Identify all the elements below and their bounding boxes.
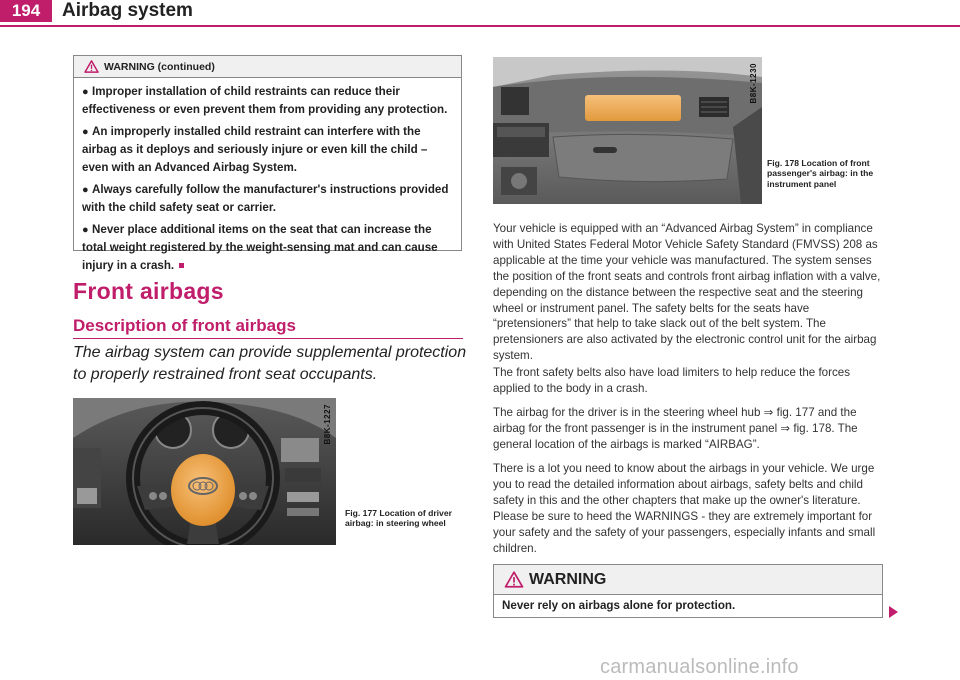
warning-item: ● Always carefully follow the manufacturer's instructions provided with the child safety seat or carrier. bbox=[82, 183, 449, 214]
figure-caption: Fig. 177 Location of driver airbag: in steering wheel bbox=[345, 508, 452, 529]
subsection-divider bbox=[73, 338, 463, 339]
watermark: carmanualsonline.info bbox=[600, 656, 799, 678]
figure-caption: Fig. 178 Location of front passenger's airbag: in the instrument panel bbox=[767, 158, 874, 189]
figure-driver-airbag bbox=[73, 398, 336, 545]
warning-item: ● Improper installation of child restraints can reduce their effectiveness or even prevent them from providing any protection. bbox=[82, 85, 448, 116]
steering-wheel-illustration bbox=[73, 398, 336, 545]
section-end-mark bbox=[179, 263, 184, 268]
body-paragraph: There is a lot you need to know about the airbags in your vehicle. We urge you to read the detailed information about airbags, safety belts and child safety in this and the other chapters that make up the owner's literature. Please be sure to heed the WARNINGS - they are extremely important for your safety and the safety of your passengers, especially infants and small children. bbox=[493, 462, 876, 555]
body-paragraph: Your vehicle is equipped with an “Advanced Airbag System” in compliance with United States Federal Motor Vehicle Safety Standard (FMVSS) 208 as applicable at the time your vehicle was manufactured. The system senses the position of the front seats and controls front airbag inflation with a valve, depending on the distance between the respective seat and the steering wheel or instrument panel. The safety belts for the seats have “pretensioners” that help to take slack out of the belt system. The pretensioners are also activated by the electronic control unit for the airbag system. bbox=[493, 222, 881, 363]
header-divider bbox=[0, 25, 960, 27]
body-paragraph: The front safety belts also have load limiters to help reduce the forces applied to the body in a crash. bbox=[493, 366, 851, 395]
figure-id: B8K-1230 bbox=[749, 63, 758, 104]
warning-header bbox=[494, 565, 882, 595]
warning-triangle-icon bbox=[84, 60, 99, 73]
warning-box-continued bbox=[73, 55, 462, 272]
continue-arrow-icon bbox=[889, 606, 898, 618]
warning-triangle-icon bbox=[504, 571, 524, 588]
figure-id: B8K-1227 bbox=[323, 404, 332, 445]
section-title: Airbag system bbox=[62, 0, 193, 21]
warning-body bbox=[74, 78, 461, 275]
warning-box bbox=[493, 564, 883, 618]
figure-passenger-airbag bbox=[493, 57, 762, 204]
section-heading: Front airbags bbox=[73, 278, 224, 304]
warning-title: WARNING (continued) bbox=[104, 60, 215, 73]
intro-text: The airbag system can provide supplemental protection to properly restrained front seat occupants. bbox=[73, 344, 467, 383]
warning-item: ● Never place additional items on the seat that can increase the total weight registered by the weight-sensing mat and can cause injury in a crash. bbox=[82, 223, 438, 272]
page-number: 194 bbox=[0, 0, 52, 22]
warning-title: WARNING bbox=[529, 570, 607, 588]
warning-item: ● An improperly installed child restraint can interfere with the airbag as it deploys and seriously injure or even kill the child – even with an Advanced Airbag System. bbox=[82, 125, 428, 174]
instrument-panel-illustration bbox=[493, 57, 762, 204]
subsection-heading: Description of front airbags bbox=[73, 316, 296, 335]
warning-header bbox=[74, 56, 461, 78]
body-paragraph: The airbag for the driver is in the steering wheel hub ⇒ fig. 177 and the airbag for the front passenger is in the instrument panel ⇒ fig. 178. The general location of the airbags is marked “AIRBAG”. bbox=[493, 406, 858, 451]
warning-text: Never rely on airbags alone for protection. bbox=[502, 599, 736, 612]
